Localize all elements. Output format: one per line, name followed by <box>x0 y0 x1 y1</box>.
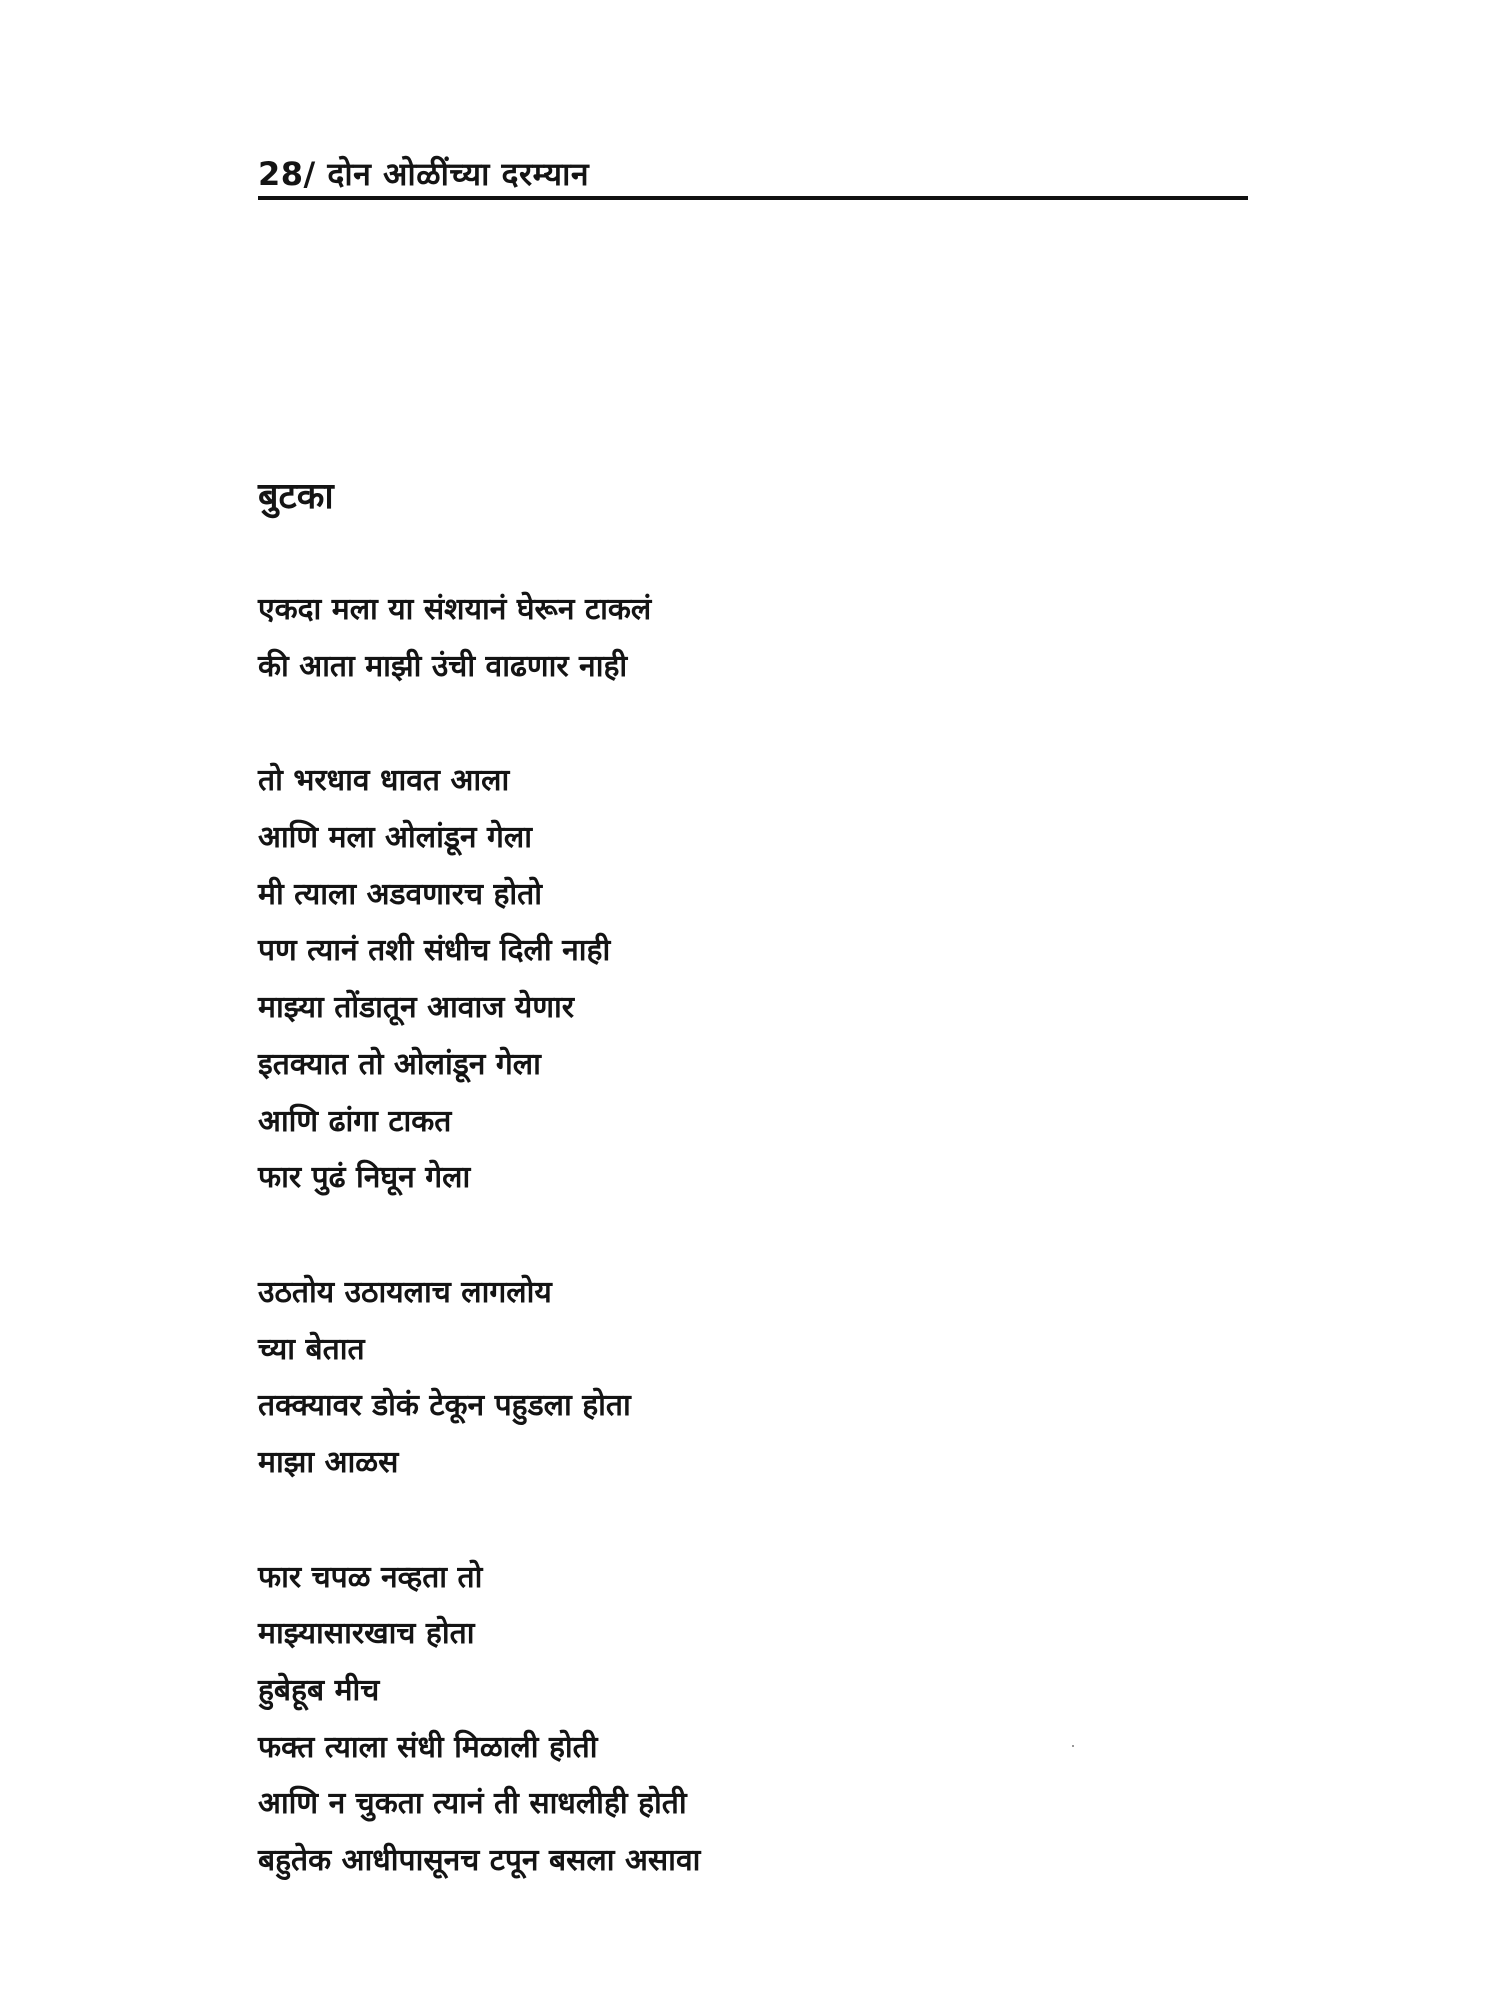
poem-line: फार चपळ नव्हता तो <box>258 1559 483 1595</box>
poem-line: बहुतेक आधीपासूनच टपून बसला असावा <box>258 1843 701 1879</box>
stanza-2 <box>258 753 1158 1207</box>
poem-line: उठतोय उठायलाच लागलोय <box>258 1274 552 1310</box>
poem-line: आणि ढांगा टाकत <box>258 1103 452 1139</box>
poem-line: माझ्या तोंडातून आवाज येणार <box>258 990 575 1026</box>
header-text <box>258 152 589 195</box>
stanza-1 <box>258 582 1158 695</box>
book-title: दोन ओळींच्या दरम्यान <box>327 155 590 193</box>
poem-line: पण त्यानं तशी संधीच दिली नाही <box>258 933 611 969</box>
poem-line: हुबेहूब मीच <box>258 1673 380 1708</box>
poem-line: आणि मला ओलांडून गेला <box>258 820 533 856</box>
poem-line: आणि न चुकता त्यानं ती साधलीही होती <box>258 1786 687 1822</box>
poem-line: फक्त त्याला संधी मिळाली होती <box>258 1729 598 1765</box>
header-rule <box>258 196 1248 200</box>
poem-line: की आता माझी उंची वाढणार नाही <box>258 648 628 684</box>
poem-line: माझा आळस <box>258 1444 399 1480</box>
poem-title: बुटका <box>258 476 334 517</box>
stanza-3 <box>258 1265 1158 1492</box>
poem-line: च्या बेतात <box>258 1331 365 1367</box>
poem-body <box>258 582 1158 1948</box>
poem-line: इतक्यात तो ओलांडून गेला <box>258 1046 541 1082</box>
poem-line: तो भरधाव धावत आला <box>258 763 510 799</box>
running-header <box>258 150 1248 200</box>
poem-line: एकदा मला या संशयानं घेरून टाकलं <box>258 592 652 627</box>
poem-line: माझ्यासारखाच होता <box>258 1616 475 1652</box>
poem-line: तक्क्यावर डोकं टेकून पहुडला होता <box>258 1388 631 1424</box>
stanza-4 <box>258 1550 1158 1890</box>
scan-speck <box>1072 1745 1074 1747</box>
page-number: 28/ <box>258 155 316 193</box>
poem-line: फार पुढं निघून गेला <box>258 1160 471 1196</box>
poem-line: मी त्याला अडवणारच होतो <box>258 876 543 912</box>
